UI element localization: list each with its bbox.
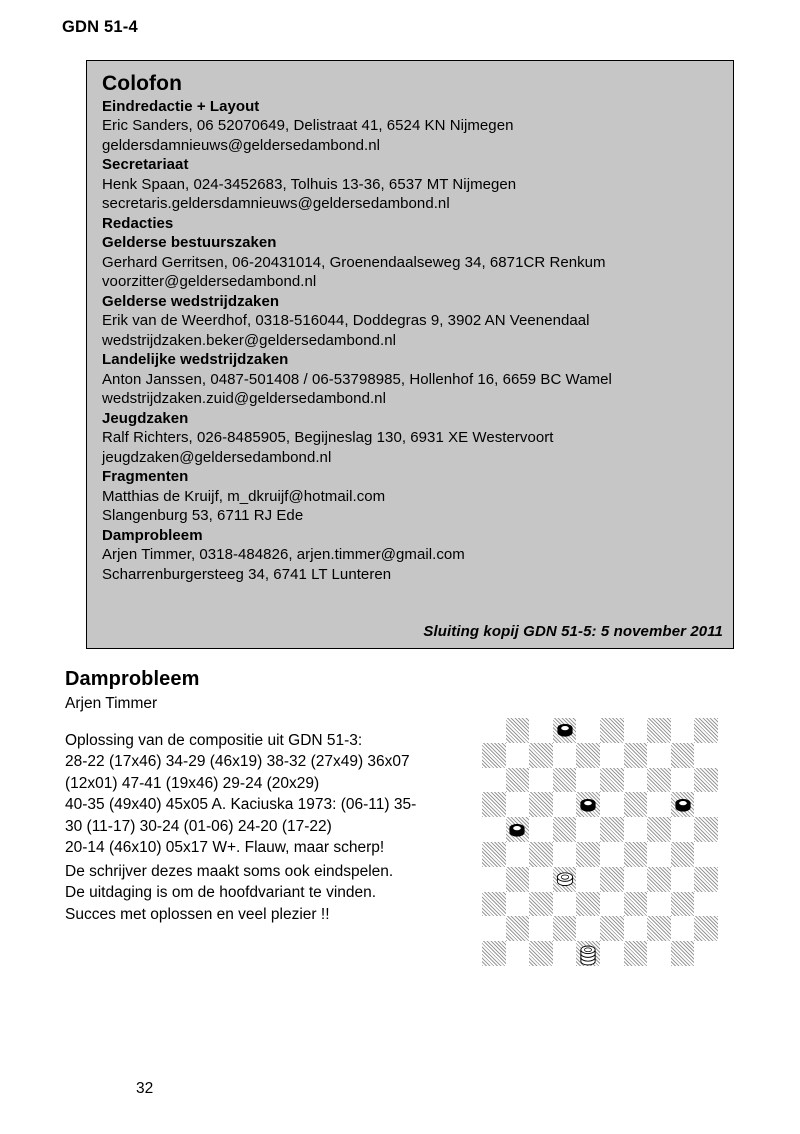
- board-square-light: [482, 916, 506, 941]
- board-square-light: [482, 768, 506, 793]
- colofon-section-heading: Secretariaat: [102, 156, 189, 174]
- board-square-dark: [624, 892, 648, 917]
- board-square-dark: [624, 941, 648, 966]
- board-square-light: [506, 892, 530, 917]
- board-square-dark: [529, 941, 553, 966]
- colofon-section-line: secretaris.geldersdamnieuws@geldersedambond.nl: [102, 195, 450, 213]
- board-square-dark: [506, 768, 530, 793]
- damprobleem-closing-text: [65, 861, 465, 925]
- board-square-dark: [506, 817, 530, 842]
- white-king-piece: [579, 944, 598, 963]
- colofon-section-line: Ralf Richters, 026-8485905, Begijneslag 130, 6931 XE Westervoort: [102, 429, 554, 447]
- board-square-dark: [600, 768, 624, 793]
- board-square-dark: [576, 892, 600, 917]
- colofon-section-line: Gerhard Gerritsen, 06-20431014, Groenendaalseweg 34, 6871CR Renkum: [102, 253, 606, 271]
- board-square-light: [576, 768, 600, 793]
- board-square-light: [671, 916, 695, 941]
- solution-line: Oplossing van de compositie uit GDN 51-3:: [65, 732, 363, 749]
- board-square-dark: [600, 916, 624, 941]
- colofon-title: Colofon: [102, 72, 183, 95]
- board-square-light: [647, 792, 671, 817]
- solution-line: 30 (11-17) 30-24 (01-06) 24-20 (17-22): [65, 817, 332, 835]
- colofon-section-line: Slangenburg 53, 6711 RJ Ede: [102, 507, 304, 525]
- colofon-section-line: Erik van de Weerdhof, 0318-516044, Doddegras 9, 3902 AN Veenendaal: [102, 312, 590, 330]
- board-square-dark: [671, 842, 695, 867]
- board-square-dark: [671, 743, 695, 768]
- board-square-dark: [576, 842, 600, 867]
- damprobleem-title: Damprobleem: [65, 668, 200, 690]
- board-square-dark: [671, 892, 695, 917]
- colofon-section-heading: Gelderse wedstrijdzaken: [102, 292, 280, 310]
- board-square-light: [624, 867, 648, 892]
- board-square-light: [694, 892, 718, 917]
- colofon-box: [86, 60, 734, 649]
- board-square-light: [647, 743, 671, 768]
- board-square-light: [553, 941, 577, 966]
- solution-line: 40-35 (49x40) 45x05 A. Kaciuska 1973: (06-11) 35-: [65, 796, 417, 814]
- board-square-light: [647, 842, 671, 867]
- board-square-light: [506, 842, 530, 867]
- board-square-dark: [624, 842, 648, 867]
- board-square-light: [553, 842, 577, 867]
- board-square-dark: [671, 792, 695, 817]
- board-square-light: [694, 941, 718, 966]
- colofon-section-line: Henk Spaan, 024-3452683, Tolhuis 13-36, 6537 MT Nijmegen: [102, 175, 517, 193]
- board-square-dark: [553, 718, 577, 743]
- board-square-dark: [553, 817, 577, 842]
- board-square-light: [529, 768, 553, 793]
- board-square-light: [694, 842, 718, 867]
- board-square-dark: [506, 718, 530, 743]
- board-square-dark: [600, 867, 624, 892]
- board-square-dark: [506, 916, 530, 941]
- board-square-light: [671, 817, 695, 842]
- board-square-light: [624, 817, 648, 842]
- colofon-section-heading: Landelijke wedstrijdzaken: [102, 351, 289, 369]
- board-square-dark: [600, 718, 624, 743]
- board-square-dark: [647, 817, 671, 842]
- board-square-dark: [694, 817, 718, 842]
- board-square-light: [647, 892, 671, 917]
- board-square-light: [576, 867, 600, 892]
- colofon-section-line: geldersdamnieuws@geldersedambond.nl: [102, 136, 380, 154]
- board-square-dark: [482, 892, 506, 917]
- colofon-section-line: wedstrijdzaken.beker@geldersedambond.nl: [102, 331, 397, 349]
- colofon-section-line: Scharrenburgersteeg 34, 6741 LT Lunteren: [102, 565, 392, 583]
- board-square-dark: [482, 792, 506, 817]
- board-square-dark: [647, 867, 671, 892]
- board-square-light: [576, 718, 600, 743]
- board-square-light: [600, 792, 624, 817]
- board-square-light: [624, 916, 648, 941]
- board-square-dark: [624, 792, 648, 817]
- board-square-light: [482, 817, 506, 842]
- colofon-section-heading: Damprobleem: [102, 526, 203, 544]
- board-square-light: [600, 892, 624, 917]
- board-square-dark: [529, 792, 553, 817]
- board-square-dark: [671, 941, 695, 966]
- closing-line: Succes met oplossen en veel plezier !!: [65, 905, 330, 923]
- board-square-dark: [694, 916, 718, 941]
- board-square-dark: [553, 768, 577, 793]
- white-man-piece: [555, 870, 574, 889]
- board-square-light: [576, 916, 600, 941]
- colofon-section-line: Anton Janssen, 0487-501408 / 06-53798985, Hollenhof 16, 6659 BC Wamel: [102, 370, 612, 388]
- black-man-piece: [555, 721, 574, 740]
- board-square-light: [529, 718, 553, 743]
- board-square-light: [553, 792, 577, 817]
- copy-deadline-notice: Sluiting kopij GDN 51-5: 5 november 2011: [423, 623, 723, 640]
- board-square-dark: [647, 768, 671, 793]
- board-square-dark: [576, 792, 600, 817]
- colofon-section-heading: Fragmenten: [102, 468, 189, 486]
- board-square-dark: [529, 842, 553, 867]
- board-square-light: [529, 867, 553, 892]
- board-square-dark: [576, 743, 600, 768]
- board-square-dark: [694, 768, 718, 793]
- board-square-dark: [482, 842, 506, 867]
- colofon-section-line: jeugdzaken@geldersedambond.nl: [102, 448, 332, 466]
- board-square-dark: [553, 867, 577, 892]
- board-square-dark: [600, 817, 624, 842]
- colofon-content: [87, 61, 733, 584]
- board-square-light: [624, 768, 648, 793]
- colofon-section-line: Eric Sanders, 06 52070649, Delistraat 41, 6524 KN Nijmegen: [102, 117, 514, 135]
- solution-line: 20-14 (46x10) 05x17 W+. Flauw, maar scherp!: [65, 838, 385, 856]
- colofon-section-line: Arjen Timmer, 0318-484826, arjen.timmer@gmail.com: [102, 546, 465, 564]
- board-square-dark: [576, 941, 600, 966]
- board-square-dark: [647, 718, 671, 743]
- board-square-light: [671, 768, 695, 793]
- board-square-light: [553, 892, 577, 917]
- board-square-light: [576, 817, 600, 842]
- board-square-dark: [694, 867, 718, 892]
- board-square-light: [624, 718, 648, 743]
- board-square-light: [482, 718, 506, 743]
- board-square-dark: [529, 743, 553, 768]
- solution-line: 28-22 (17x46) 34-29 (46x19) 38-32 (27x49) 36x07: [65, 753, 410, 771]
- board-square-light: [506, 792, 530, 817]
- board-square-light: [600, 941, 624, 966]
- board-square-light: [694, 743, 718, 768]
- board-square-light: [671, 718, 695, 743]
- board-square-light: [600, 743, 624, 768]
- board-square-light: [506, 743, 530, 768]
- colofon-section-heading: Jeugdzaken: [102, 409, 189, 427]
- board-square-light: [647, 941, 671, 966]
- damprobleem-author: Arjen Timmer: [65, 695, 158, 712]
- board-square-light: [694, 792, 718, 817]
- board-square-dark: [482, 743, 506, 768]
- board-square-light: [600, 842, 624, 867]
- draughts-board-diagram: [482, 718, 718, 966]
- solution-line: (12x01) 47-41 (19x46) 29-24 (20x29): [65, 774, 320, 792]
- black-man-piece: [579, 795, 598, 814]
- board-square-dark: [506, 867, 530, 892]
- colofon-section-heading: Gelderse bestuurszaken: [102, 234, 277, 252]
- black-man-piece: [673, 795, 692, 814]
- closing-line: De uitdaging is om de hoofdvariant te vinden.: [65, 884, 377, 902]
- black-man-piece: [508, 820, 527, 839]
- colofon-section-line: wedstrijdzaken.zuid@geldersedambond.nl: [102, 390, 386, 408]
- board-square-light: [482, 867, 506, 892]
- board-square-dark: [529, 892, 553, 917]
- running-head: GDN 51-4: [62, 18, 138, 36]
- page-number: 32: [136, 1080, 154, 1097]
- colofon-section-heading: Redacties: [102, 214, 174, 232]
- colofon-section-line: Matthias de Kruijf, m_dkruijf@hotmail.com: [102, 487, 386, 505]
- board-square-light: [529, 817, 553, 842]
- board-grid: [482, 718, 718, 966]
- board-square-dark: [553, 916, 577, 941]
- board-square-light: [671, 867, 695, 892]
- colofon-section-heading: Eindredactie + Layout: [102, 97, 260, 115]
- board-square-dark: [624, 743, 648, 768]
- closing-line: De schrijver dezes maakt soms ook eindspelen.: [65, 863, 394, 880]
- damprobleem-solution-text: [65, 730, 465, 858]
- board-square-light: [553, 743, 577, 768]
- board-square-dark: [647, 916, 671, 941]
- colofon-section-line: voorzitter@geldersedambond.nl: [102, 273, 317, 291]
- board-square-dark: [482, 941, 506, 966]
- board-square-light: [529, 916, 553, 941]
- board-square-light: [506, 941, 530, 966]
- board-square-dark: [694, 718, 718, 743]
